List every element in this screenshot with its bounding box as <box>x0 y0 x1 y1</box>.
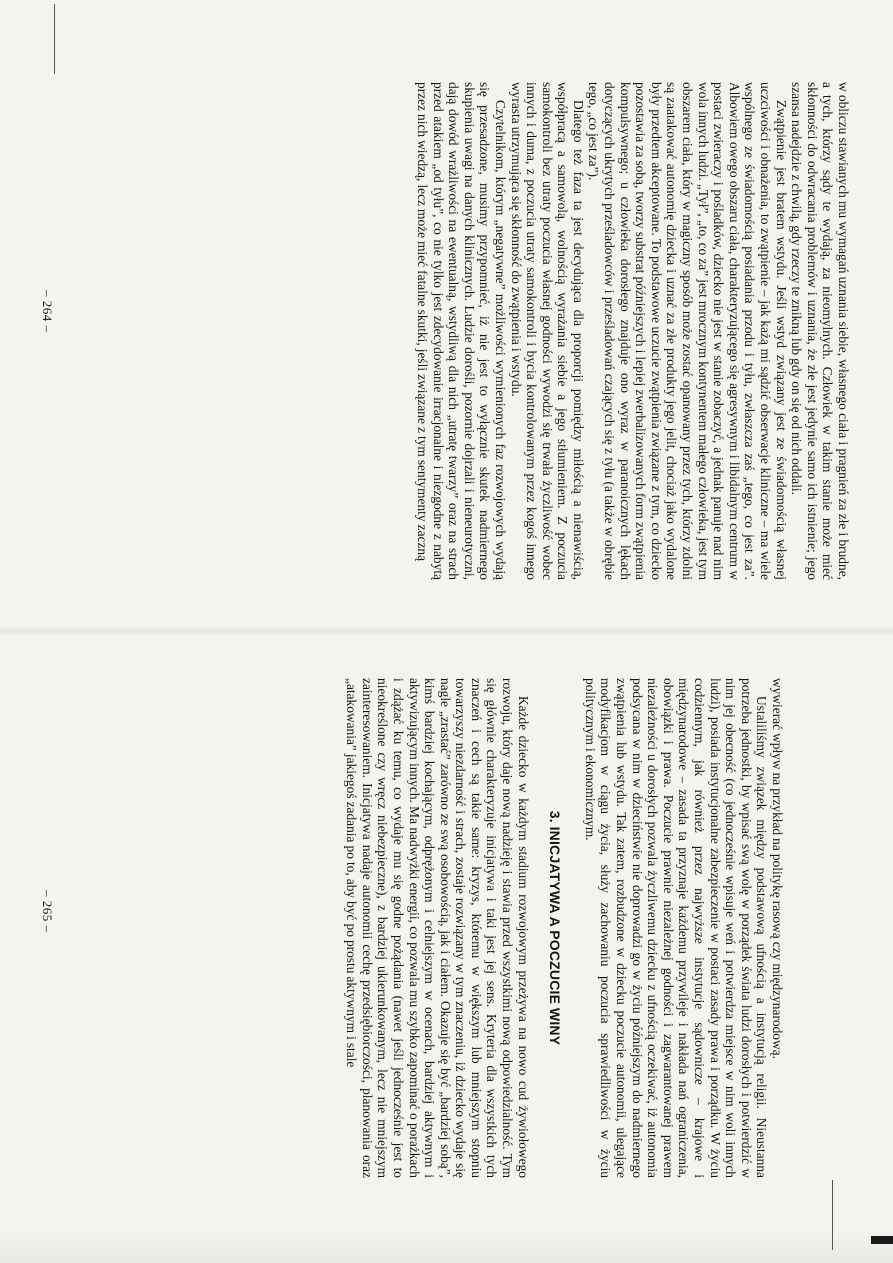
left-paragraph-2: Zwątpienie jest bratem wstydu. Jeśli wstyd związany jest ze świadomością własnej uczciwości i obnażenia, to zwątpienie – jak każą mi sądzić obserwacje kliniczne – ma wiele wspólnego ze świadomością posiadania przodu i tyłu, zwłaszcza zaś „tego, co jest za”. Albowiem owego obszaru ciała, charakteryzującego się agresywnym i libidalnym centrum w postaci zwieraczy i pośladków, dziecko nie jest w stanie zobaczyć, a jednak panuje nad nim wola innych ludzi. „Tył”, „to, co za” jest mrocznym kontynentem małego człowieka, jest tym obszarem ciała, który w magiczny sposób może zostać opanowany przez tych, którzy zdolni są zaatakować autonomię dziecka i uznać za złe produkty jego jelit, chociaż jako wydalone były przedtem akceptowane. To podstawowe uczucie zwątpienia związane z tym, co dziecko pozostawia za sobą, tworzy substrat późniejszych i lepiej zwerbalizowanych form zwątpienia kompulsywnego; u człowieka dorosłego znajduje ono wyraz w paranoicznych lękach dotyczących ukrytych prześladowców i prześladowań czających się z tyłu (a także w obrębie tego, „co jest za”). <box>586 82 789 580</box>
left-page <box>0 0 893 631</box>
right-paragraph-3: Każde dziecko w każdym stadium rozwojowym przeżywa na nowo cud żywiołowego rozwoju, który daje nową nadzieję i stawia przed wszystkimi nową odpowiedzialność. Tym się głównie charakteryzuje inicjatywa i taki jest jej sens. Kryteria dla wszystkich tych znaczeń i cech są takie same: kryzys, któremu w większym lub mniejszym stopniu towarzyszy niezdarność i strach, zostaje rozwiązany w tym znaczeniu, iż dziecko wydaje się nagle „zrastać” zarówno ze swą osobowością, jak i ciałem. Okazuje się być „bardziej sobą”, kimś bardziej kochającym, odprężonym i celniejszym w ocenach, bardziej aktywnym i aktywizującym innych. Ma nadwyżki energii, co pozwala mu szybko zapominać o porażkach i zdążać ku temu, co wydaje mu się godne pożądania (nawet jeśli jednocześnie jest to nieokreślone czy wręcz niebezpieczne), z bardziej ukierunkowanym, lecz nie mniejszym zainteresowaniem. Inicjatywa nadaje autonomii cechę przedsiębiorczości, planowania oraz „atakowania” jakiegoś zadania po to, aby być po prostu aktywnym i stale <box>344 678 531 1178</box>
right-page-text <box>85 678 785 1178</box>
left-paragraph-1: w obliczu stawianych mu wymagań uznania siebie, własnego ciała i pragnień za złe i brudne, a tych, którzy sądy te wydają, za nieomylnych. Człowiek w takim stanie może mieć skłonności do odwracania problemów i uznania, że złe jest jedynie samo ich istnienie; jego szansa nadejdzie z chwilą, gdy rzeczy te znikną lub gdy on się od nich oddali. <box>789 82 851 580</box>
left-page-number: – 264 – <box>40 290 55 333</box>
right-paragraph-1: wywierać wpływ na przykład na politykę rasową czy międzynarodową. <box>770 678 785 1059</box>
right-page <box>0 632 893 1263</box>
left-paragraph-3: Dlatego też faza ta jest decydująca dla proporcji pomiędzy miłością a nienawiścią, współpracą a samowolą, wolnością wyrażania siebie a jego stłumieniem. Z poczucia samokontroli bez utraty poczucia własnej godności wywodzi się trwała życzliwość wobec innych i duma, z poczucia utraty samokontroli i bycia kontrolowanym przez kogoś innego wyrasta utrzymująca się skłonność do zwątpienia i wstydu. <box>508 82 586 580</box>
left-paragraph-4: Czytelnikom, którym „negatywne” możliwości wymienionych faz rozwojowych wydają się przesadzone, musimy przypomnieć, iż nie jest to wyłącznie skutek nadmiernego skupienia uwagi na danych klinicznych. Ludzie dorośli, pozornie dojrzali i nieneurotyczni, dają dowód wrażliwości na ewentualną, wstydliwą dla nich „utratę twarzy” oraz na strach przed atakiem „od tyłu”, co nie tylko jest zdecydowanie irracjonalne i niezgodne z nabytą przez nich wiedzą, lecz może mieć fatalne skutki, jeśli związane z tym sentymenty zaczną <box>414 82 508 580</box>
right-paragraph-2: Ustaliliśmy związek między podstawową ufnością a instytucją religii. Nieustanna potrzeba jednostki, by wpisać swą wolę w porządek świata ludzi dorosłych i potwierdzić w nim jej obecność (co jednocześnie wpisuje weń i potwierdza miejsce w nim woli innych ludzi), posiada instytucjonalne zabezpieczenie w postaci zasady prawa i porządku. W życiu codziennym, jak również przez najwyższe instytucje sądownicze – krajowe i międzynarodowe – zasada ta przyznaje każdemu przywileje i nakłada nań ograniczenia, obowiązki i prawa. Poczucie prawnie niezależnej godności i zagwarantowanej prawem niezależności u dorosłych pozwala życzliwemu dziecku z ufnością oczekiwać, iż autonomia podsycana w nim w dzieciństwie nie doprowadzi go w życiu późniejszym do nadmiernego zwątpienia lub wstydu. Tak zatem, rozbudzone w dziecku poczucie autonomii, ulegające modyfikacjom w ciągu życia, służy zachowaniu poczucia sprawiedliwości w życiu politycznym i ekonomicznym. <box>582 678 770 1178</box>
scan-bottom-rule <box>832 1180 833 1250</box>
left-page-text <box>91 82 851 580</box>
right-page-number: – 265 – <box>40 890 55 933</box>
section-heading: 3. INICJATYWA A POCZUCIE WINY <box>547 810 564 1046</box>
scan-edge-mark <box>871 1236 893 1244</box>
scan-edge-shadow <box>0 1230 893 1263</box>
scan-top-rule <box>54 4 55 74</box>
